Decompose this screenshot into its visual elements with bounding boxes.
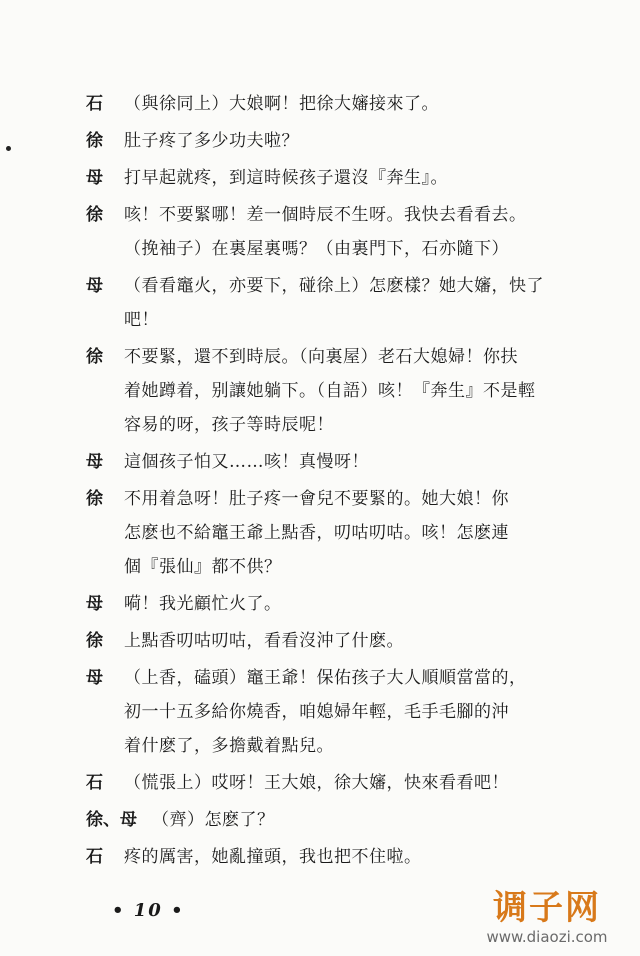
speech-line: 吧！ bbox=[124, 310, 159, 330]
speech-line: 肚子疼了多少功夫啦？ bbox=[124, 131, 299, 151]
dialogue-line bbox=[86, 487, 586, 580]
watermark-url: www.diaozi.com bbox=[486, 928, 608, 946]
speaker-name: 徐 bbox=[86, 205, 103, 225]
speech-line: 着她蹲着，别讓她躺下。（自語）咳！『奔生』不是輕 bbox=[124, 381, 536, 401]
speech-text bbox=[124, 203, 586, 262]
speech-line: 打早起就疼，到這時候孩子還沒『奔生』。 bbox=[124, 168, 448, 188]
dialogue-line bbox=[86, 592, 586, 617]
dialogue-line bbox=[86, 129, 586, 154]
speech-text bbox=[124, 92, 586, 117]
site-watermark bbox=[472, 888, 622, 946]
dialogue-line bbox=[86, 666, 586, 759]
speech-line: （看看竈火，亦要下，碰徐上）怎麽樣？她大嬸，快了 bbox=[124, 276, 544, 296]
speaker-name: 徐、母 bbox=[86, 810, 137, 830]
speech-line: 着什麽了，多擔戴着點兒。 bbox=[124, 736, 334, 756]
speech-line: 這個孩子怕又……咳！真慢呀！ bbox=[124, 452, 369, 472]
speech-line: 咳！不要緊哪！差一個時辰不生呀。我快去看看去。 bbox=[124, 205, 527, 225]
dialogue-line bbox=[86, 92, 586, 117]
speech-line: 不要緊，還不到時辰。（向裏屋）老石大媳婦！你扶 bbox=[124, 347, 518, 367]
speech-line: （齊）怎麽了？ bbox=[152, 810, 275, 830]
dialogue-line bbox=[86, 771, 586, 796]
speech-line: 不用着急呀！肚子疼一會兒不要緊的。她大娘！你 bbox=[124, 489, 509, 509]
speaker-name: 母 bbox=[86, 452, 103, 472]
speech-line: 初一十五多給你燒香，咱媳婦年輕，毛手毛腳的沖 bbox=[124, 702, 509, 722]
speech-text bbox=[124, 629, 586, 654]
speech-line: 容易的呀，孩子等時辰呢！ bbox=[124, 415, 334, 435]
speaker-name: 母 bbox=[86, 668, 103, 688]
dialogue-line bbox=[86, 808, 586, 833]
speaker-name: 母 bbox=[86, 594, 103, 614]
speaker-name: 母 bbox=[86, 276, 103, 296]
speech-text bbox=[124, 345, 586, 438]
speaker-name: 石 bbox=[86, 847, 103, 867]
speaker-name: 石 bbox=[86, 773, 103, 793]
speech-text bbox=[124, 129, 586, 154]
speaker-name: 徐 bbox=[86, 631, 103, 651]
page-number: • 10 • bbox=[112, 900, 185, 921]
speaker-name: 徐 bbox=[86, 347, 103, 367]
dialogue-line bbox=[86, 274, 586, 333]
dialogue-line bbox=[86, 629, 586, 654]
speech-line: 疼的厲害，她亂撞頭，我也把不住啦。 bbox=[124, 847, 422, 867]
speech-line: 個『張仙』都不供？ bbox=[124, 557, 282, 577]
speaker-name: 石 bbox=[86, 94, 103, 114]
speech-line: （上香，磕頭）竈王爺！保佑孩子大人順順當當的， bbox=[124, 668, 527, 688]
speech-text bbox=[124, 166, 586, 191]
speech-text bbox=[124, 771, 586, 796]
speech-text bbox=[124, 666, 586, 759]
dialogue-line bbox=[86, 203, 586, 262]
speech-line: （與徐同上）大娘啊！把徐大嬸接來了。 bbox=[124, 94, 439, 114]
speech-line: 怎麽也不給竈王爺上點香，叨咕叨咕。咳！怎麽連 bbox=[124, 523, 509, 543]
speech-line: （挽袖子）在裏屋裏嗎？（由裏門下，石亦隨下） bbox=[124, 239, 509, 259]
speaker-name: 徐 bbox=[86, 489, 103, 509]
margin-dot bbox=[6, 146, 11, 151]
dialogue-line bbox=[86, 845, 586, 870]
speech-line: 嗬！我光顧忙火了。 bbox=[124, 594, 282, 614]
speech-text bbox=[124, 845, 586, 870]
speaker-name: 母 bbox=[86, 168, 103, 188]
dialogue-line bbox=[86, 345, 586, 438]
speaker-name: 徐 bbox=[86, 131, 103, 151]
speech-text bbox=[152, 808, 586, 833]
speech-line: 上點香叨咕叨咕，看看沒沖了什麽。 bbox=[124, 631, 404, 651]
dialogue-line bbox=[86, 166, 586, 191]
watermark-title: 调子网 bbox=[493, 888, 601, 928]
script-dialogue bbox=[86, 92, 586, 870]
dialogue-line bbox=[86, 450, 586, 475]
speech-text bbox=[124, 274, 586, 333]
speech-text bbox=[124, 487, 586, 580]
speech-line: （慌張上）哎呀！王大娘，徐大嬸，快來看看吧！ bbox=[124, 773, 509, 793]
speech-text bbox=[124, 450, 586, 475]
speech-text bbox=[124, 592, 586, 617]
